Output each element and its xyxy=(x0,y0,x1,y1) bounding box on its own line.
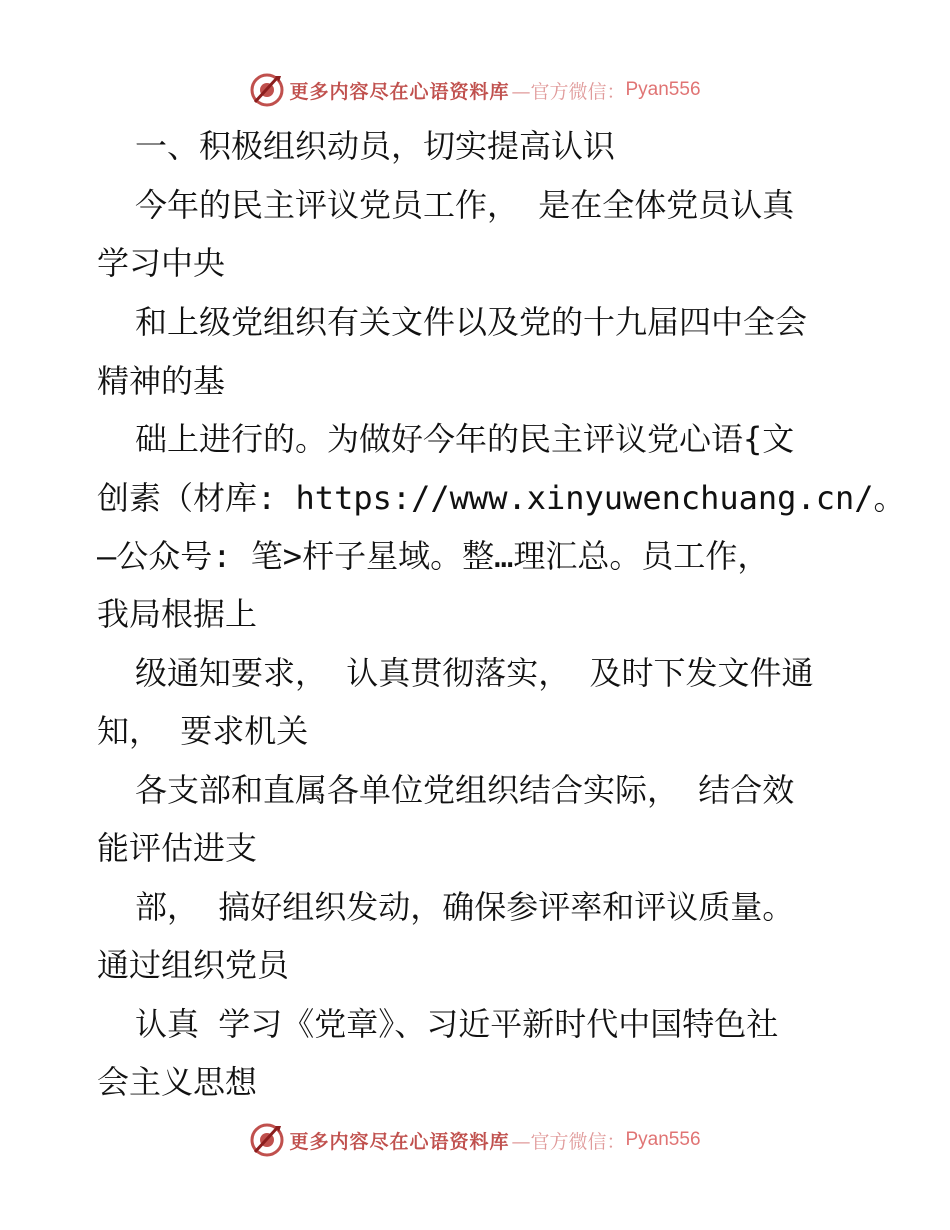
banner-text: 更多内容尽在心语资料库 xyxy=(289,80,510,103)
paragraph-line: 知， 要求机关 xyxy=(97,712,309,750)
paragraph-line: 精神的基 xyxy=(97,362,226,400)
paragraph-line: 各支部和直属各单位党组织结合实际， 结合效 xyxy=(135,771,795,809)
paragraph-line: 能评估进支 xyxy=(97,829,258,867)
banner-wechat-id: Pyan556 xyxy=(625,1129,701,1150)
banner-text: 更多内容尽在心语资料库 xyxy=(289,1130,510,1153)
paragraph-line: 我局根据上 xyxy=(97,595,258,633)
paragraph-line: 认真 学习《党章》、习近平新时代中国特色社 xyxy=(135,1005,779,1043)
logo-icon xyxy=(249,1122,285,1158)
paragraph-line: —公众号: 笔>杆子星域。整…理汇总。员工作， xyxy=(97,537,770,575)
paragraph-line: 和上级党组织有关文件以及党的十九届四中全会 xyxy=(135,303,808,341)
paragraph-line: 会主义思想 xyxy=(97,1063,258,1101)
paragraph-line: 今年的民主评议党员工作， 是在全体党员认真 xyxy=(135,186,795,224)
banner-wechat-label: —官方微信： xyxy=(511,80,626,103)
paragraph-line: 创素（材库: https://www.xinyuwenchuang.cn/。 xyxy=(97,479,906,517)
paragraph-line: 通过组织党员 xyxy=(97,946,290,984)
paragraph-line: 部， 搞好组织发动，确保参评率和评议质量。 xyxy=(135,888,795,926)
paragraph-line: 级通知要求， 认真贯彻落实， 及时下发文件通 xyxy=(135,654,814,692)
logo-icon xyxy=(249,72,285,108)
banner-wechat-id: Pyan556 xyxy=(625,79,701,100)
footer-banner xyxy=(0,1120,950,1160)
paragraph-line: 础上进行的。为做好今年的民主评议党心语{文 xyxy=(135,420,795,458)
paragraph-line: 学习中央 xyxy=(97,244,226,282)
banner-wechat-label: —官方微信： xyxy=(511,1130,626,1153)
section-heading: 一、积极组织动员，切实提高认识 xyxy=(135,127,616,165)
header-banner xyxy=(0,70,950,110)
